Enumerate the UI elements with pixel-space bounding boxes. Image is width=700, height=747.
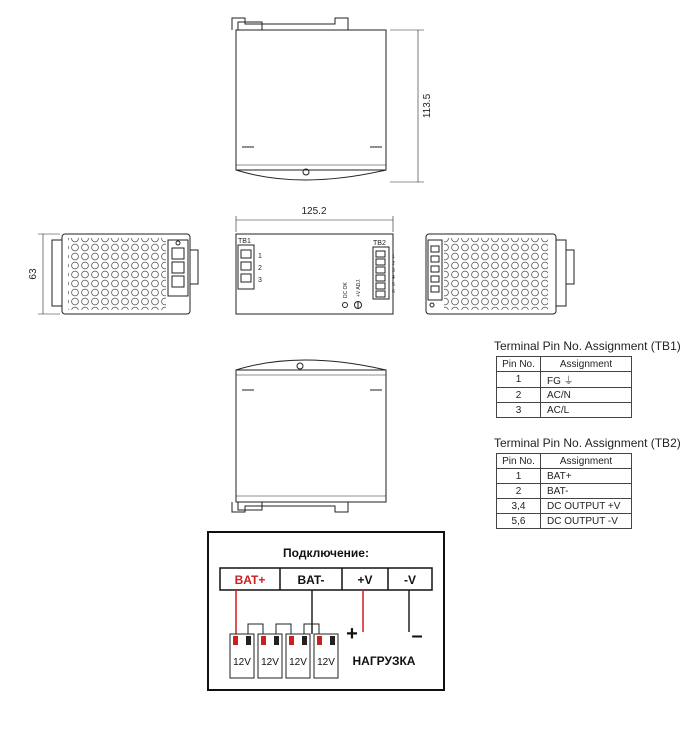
tb2-pin-1: 1 bbox=[392, 254, 395, 260]
tb2-row-1-pin: 1 bbox=[497, 469, 541, 484]
tb1-pin-2: 2 bbox=[258, 265, 262, 272]
tb2-pin-2: 2 bbox=[392, 261, 395, 267]
tb2-row-3-assignment: DC OUTPUT +V bbox=[541, 499, 632, 514]
tb1-pin-table bbox=[496, 356, 632, 418]
table-row bbox=[497, 372, 632, 388]
tb2-row-2-assignment: BAT- bbox=[541, 484, 632, 499]
tb1-row-3-pin: 3 bbox=[497, 403, 541, 418]
terminal-bat-minus: BAT- bbox=[297, 573, 325, 587]
tb1-row-1-pin: 1 bbox=[497, 372, 541, 388]
tb2-pin-6: 6 bbox=[392, 289, 395, 295]
left-side-view bbox=[38, 234, 198, 314]
tb1-row-2-pin: 2 bbox=[497, 388, 541, 403]
vadj-label: +V ADJ. bbox=[356, 278, 362, 297]
tb2-label: TB2 bbox=[373, 240, 386, 247]
table-row bbox=[497, 388, 632, 403]
dimension-height-label: 113.5 bbox=[422, 93, 433, 119]
dimension-width-label: 125.2 bbox=[301, 206, 327, 217]
top-view bbox=[232, 18, 424, 182]
tb2-row-1-assignment: BAT+ bbox=[541, 469, 632, 484]
battery-label-1: 12V bbox=[233, 657, 251, 668]
tb2-row-4-assignment: DC OUTPUT -V bbox=[541, 514, 632, 529]
tb1-pin-3: 3 bbox=[258, 277, 262, 284]
terminal-minus-v: -V bbox=[404, 573, 416, 587]
tb1-row-1-assignment: FG ⏚ bbox=[541, 372, 632, 388]
tb2-pin-4: 4 bbox=[392, 275, 395, 281]
tb2-row-3-pin: 3,4 bbox=[497, 499, 541, 514]
tb1-table-title: Terminal Pin No. Assignment (TB1) bbox=[494, 339, 681, 353]
bottom-view bbox=[232, 360, 386, 512]
load-label: НАГРУЗКА bbox=[352, 654, 416, 668]
terminal-bat-plus: BAT+ bbox=[234, 573, 266, 587]
battery-label-3: 12V bbox=[289, 657, 307, 668]
battery-label-4: 12V bbox=[317, 657, 335, 668]
tb2-header-pin: Pin No. bbox=[497, 454, 541, 469]
tb2-table-title: Terminal Pin No. Assignment (TB2) bbox=[494, 436, 681, 450]
tb2-pin-table bbox=[496, 453, 632, 529]
tb2-row-2-pin: 2 bbox=[497, 484, 541, 499]
tb1-header-assignment: Assignment bbox=[541, 357, 632, 372]
load-minus-sign: – bbox=[411, 625, 423, 647]
dimension-depth-label: 63 bbox=[28, 268, 39, 280]
tb2-header-assignment: Assignment bbox=[541, 454, 632, 469]
tb2-row-4-pin: 5,6 bbox=[497, 514, 541, 529]
connection-title: Подключение: bbox=[283, 546, 369, 560]
right-side-view bbox=[426, 234, 574, 314]
battery-label-2: 12V bbox=[261, 657, 279, 668]
tb1-label: TB1 bbox=[238, 238, 251, 245]
terminal-plus-v: +V bbox=[357, 573, 373, 587]
tb1-header-pin: Pin No. bbox=[497, 357, 541, 372]
tb1-row-3-assignment: AC/L bbox=[541, 403, 632, 418]
tb2-pin-5: 5 bbox=[392, 282, 395, 288]
tb2-pin-3: 3 bbox=[392, 268, 395, 274]
table-row bbox=[497, 403, 632, 418]
table-row bbox=[497, 499, 632, 514]
dc-ok-label: DC OK bbox=[343, 282, 349, 298]
tb1-row-2-assignment: AC/N bbox=[541, 388, 632, 403]
table-row bbox=[497, 514, 632, 529]
table-row bbox=[497, 484, 632, 499]
table-row bbox=[497, 469, 632, 484]
tb1-pin-1: 1 bbox=[258, 253, 262, 260]
load-plus-sign: + bbox=[346, 623, 358, 645]
